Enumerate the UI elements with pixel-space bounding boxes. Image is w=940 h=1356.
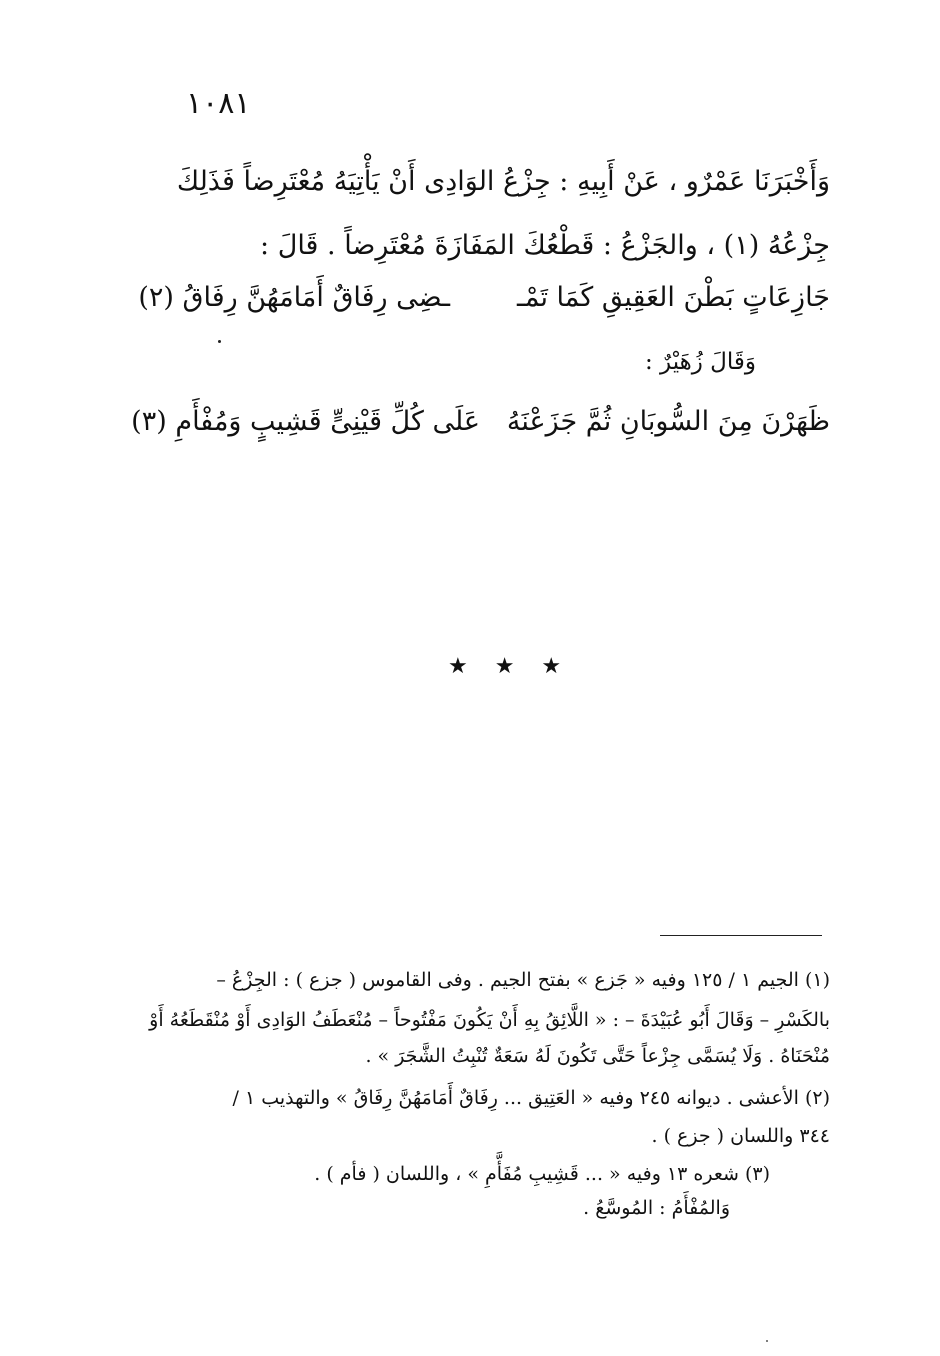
scan-speck <box>766 1340 768 1342</box>
verse-2-second-hemistich: عَلَى كُلِّ قَيْنِىٍّ قَشِيبٍ وَمُفْأَمِ (٣) <box>131 406 480 437</box>
stray-dot-mark <box>218 340 221 343</box>
footnote-1-line-2: بالكَسْرِ – وَقَالَ أَبُو عُبَيْدَةَ – : « اللَّائِقُ بِهِ أَنْ يَكُونَ مَفْتُوحاً – مُنْعَطَفُ الوَادِى أَوْ مُنْقَطَعُهُ أَوْ <box>149 1009 830 1031</box>
footnote-2-line-2: ٣٤٤ واللسان ( جزع ) . <box>651 1125 830 1147</box>
verse-2-first-hemistich: ظَهَرْنَ مِنَ السُّوبَانِ ثُمَّ جَزَعْنَهُ <box>506 406 830 437</box>
prose-line-2: جِزْعُهُ (١) ، والجَزْعُ : قَطْعُكَ المَفَازَةَ مُعْتَرِضاً . قَالَ : <box>260 230 830 261</box>
verse-1-first-hemistich: جَازِعَاتٍ بَطْنَ العَقِيقِ كَمَا تَمْـ <box>516 282 830 313</box>
zuhair-intro: وَقَالَ زُهَيْرٌ : <box>644 349 756 375</box>
section-separator-stars: ★ ★ ★ <box>448 654 572 679</box>
footnote-2-line-1: (٢) الأعشى . ديوانه ٢٤٥ وفيه « العَتِيق ... رِفَاقٌ أَمَامَهُنَّ رِفَاقُ » والتهذيب ١ / <box>232 1087 830 1109</box>
page-number: ١٠٨١ <box>186 86 251 121</box>
footnote-1-line-1: (١) الجيم ١ / ١٢٥ وفيه « جَزع » بفتح الجيم . وفى القاموس ( جزع ) : الجِزْعُ – <box>216 969 830 991</box>
footnote-divider <box>660 935 822 936</box>
footnote-3-line-2: وَالمُفْأَمُ : المُوسَّعُ . <box>583 1197 730 1219</box>
verse-1-second-hemistich: ـضِى رِفَاقٌ أَمَامَهُنَّ رِفَاقُ (٢) <box>138 282 450 313</box>
prose-line-1: وَأَخْبَرَنَا عَمْرٌو ، عَنْ أَبِيهِ : جِزْعُ الوَادِى أَنْ يَأْتِيَهُ مُعْتَرِضاً فَذَلِكَ <box>176 166 830 197</box>
footnote-1-line-3: مُنْحَنَاهُ . وَلَا يُسَمَّى جِزْعاً حَتَّى تَكُونَ لَهُ سَعَةٌ تُنْبِتُ الشَّجَرَ » . <box>365 1045 830 1067</box>
footnote-3-line-1: (٣) شعره ١٣ وفيه « ... قَشِيبِ مُفَأَّمِ » ، واللسان ( فأم ) . <box>314 1163 770 1185</box>
